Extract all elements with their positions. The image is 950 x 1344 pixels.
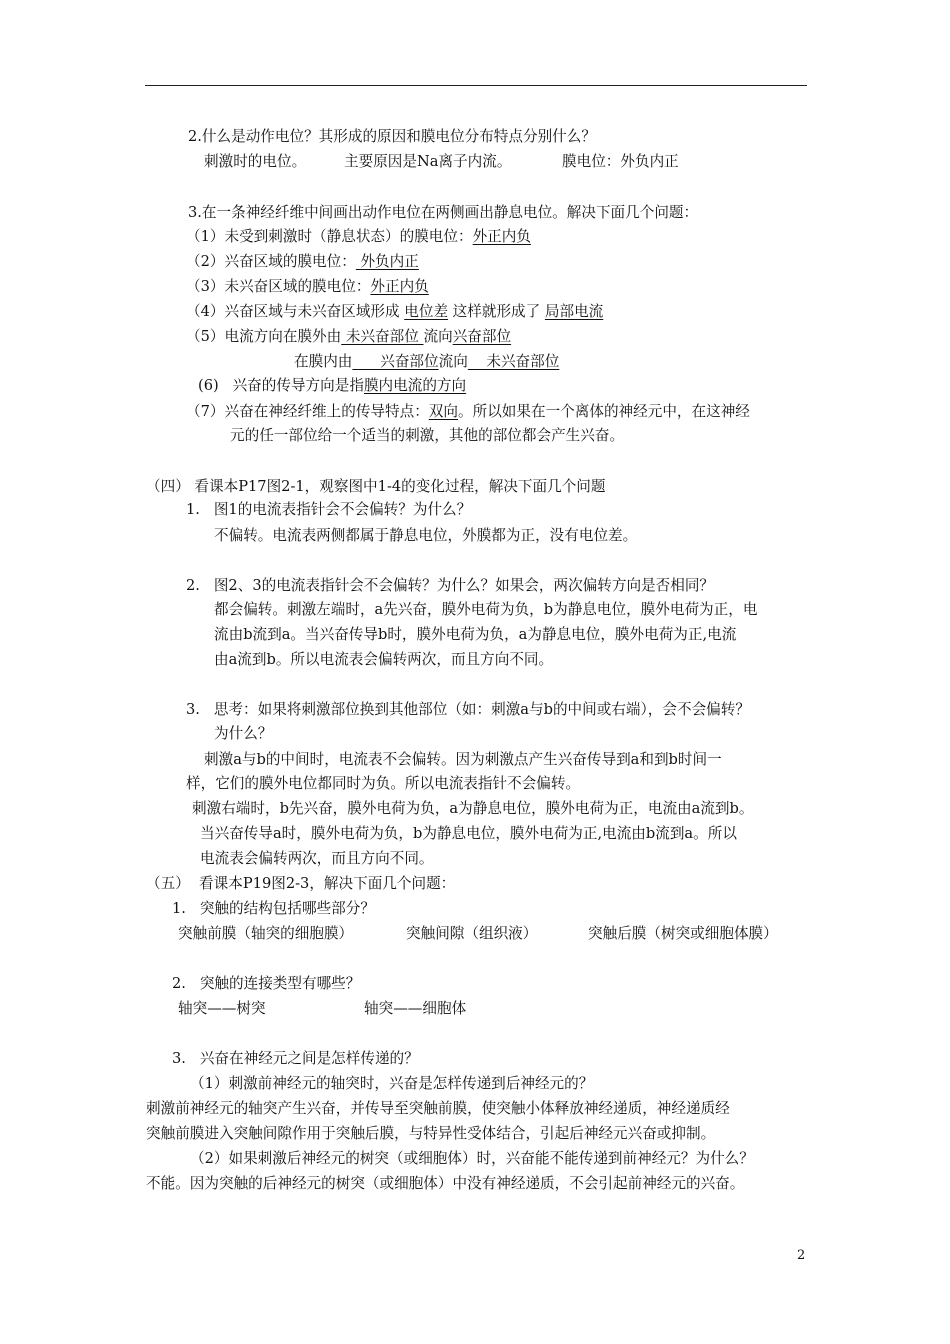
sec5-answer-3-sub1-line2: 突触前膜进入突触间隙作用于突触后膜，与特异性受体结合，引起后神经元兴奋或抑制。 (146, 1125, 716, 1142)
q3-item-5 (186, 327, 511, 347)
q3-item-7 (186, 402, 750, 422)
q3-item-4-answer-1: 电位差 (404, 303, 449, 320)
q3-item-5b-answer-1: 兴奋部位 (352, 353, 439, 370)
sec4-answer-2-line3: 由a流到b。所以电流表会偏转两次，而且方向不同。 (214, 651, 554, 668)
q3-item-1-answer: 外正内负 (472, 228, 531, 245)
answer-2-part1: 刺激时的电位。 (204, 153, 307, 170)
q3-item-5b (294, 352, 559, 372)
q3-item-4-mid: 这样就形成了 (448, 303, 545, 320)
q3-item-2 (186, 252, 419, 272)
sec5-answer-3-sub2: 不能。因为突触的后神经元的树突（或细胞体）中没有神经递质，不会引起前神经元的兴奋。 (146, 1175, 745, 1192)
q3-item-6-text: (6) 兴奋的传导方向是指 (198, 377, 364, 394)
q3-item-3 (186, 277, 429, 297)
sec5-question-2: 2. 突触的连接类型有哪些？ (172, 975, 361, 992)
q3-item-5-answer-1: 未兴奋部位 (341, 328, 424, 345)
q3-item-5b-mid: 流向 (438, 353, 468, 370)
q3-item-4 (186, 302, 603, 322)
sec5-answer-2-part1: 轴突——树突 (178, 1000, 266, 1017)
q3-item-3-text: （3）未兴奋区域的膜电位： (186, 278, 371, 295)
page-number: 2 (797, 1248, 806, 1263)
q3-item-5-text: （5）电流方向在膜外由 (186, 328, 342, 345)
q3-item-3-answer: 外正内负 (370, 278, 429, 295)
q3-item-1-text: （1）未受到刺激时（静息状态）的膜电位： (186, 228, 473, 245)
q3-item-4-answer-2: 局部电流 (544, 303, 604, 320)
sec5-answer-2-part2: 轴突——细胞体 (364, 1000, 467, 1017)
q3-item-7-answer: 双向 (428, 403, 458, 420)
q3-item-4-text: （4）兴奋区域与未兴奋区域形成 (186, 303, 405, 320)
section-5-title: （五） 看课本P19图2-3，解决下面几个问题： (146, 875, 456, 892)
q3-item-6-answer: 膜内电流的方向 (363, 377, 467, 394)
sec4-answer-3-line2: 样，它们的膜外电位都同时为负。所以电流表指针不会偏转。 (186, 775, 581, 792)
section-4-title: （四） 看课本P17图2-1，观察图中1-4的变化过程，解决下面几个问题 (146, 478, 606, 495)
q3-item-2-text: （2）兴奋区域的膜电位： (186, 253, 356, 270)
question-3-title: 3.在一条神经纤维中间画出动作电位在两侧画出静息电位。解决下面几个问题： (188, 204, 699, 221)
sec5-question-3: 3. 兴奋在神经元之间是怎样传递的？ (172, 1050, 419, 1067)
answer-2-part2: 主要原因是Na离子内流。 (344, 153, 512, 170)
q3-item-1 (186, 227, 531, 247)
sec4-answer-1: 不偏转。电流表两侧都属于静息电位，外膜都为正，没有电位差。 (214, 527, 638, 544)
q3-item-5b-text: 在膜内由 (294, 353, 353, 370)
sec5-answer-1-part3: 突触后膜（树突或细胞体膜） (588, 925, 778, 942)
q3-item-7-text: （7）兴奋在神经纤维上的传导特点： (186, 403, 429, 420)
sec4-answer-2-line1: 都会偏转。刺激左端时，a先兴奋，膜外电荷为负，b为静息电位，膜外电荷为正，电 (214, 601, 758, 618)
sec4-question-3-line1: 3. 思考：如果将刺激部位换到其他部位（如：刺激a与b的中间或右端），会不会偏转？ (186, 701, 750, 718)
q3-item-2-answer: 外负内正 (355, 253, 419, 270)
sec4-answer-3-line3: 刺激右端时，b先兴奋，膜外电荷为负，a为静息电位，膜外电荷为正，电流由a流到b。 (192, 800, 754, 817)
sec5-answer-3-sub1-line1: 刺激前神经元的轴突产生兴奋，并传导至突触前膜，使突触小体释放神经递质，神经递质经 (146, 1100, 730, 1117)
q3-item-5-mid: 流向 (423, 328, 453, 345)
sec5-question-1: 1. 突触的结构包括哪些部分？ (172, 900, 375, 917)
sec4-question-2: 2. 图2、3的电流表指针会不会偏转？为什么？如果会，两次偏转方向是否相同？ (186, 577, 715, 594)
sec4-answer-2-line2: 流由b流到a。当兴奋传导b时，膜外电荷为负，a为静息电位，膜外电荷为正,电流 (214, 626, 737, 643)
sec4-answer-3-line4: 当兴奋传导a时，膜外电荷为负，b为静息电位，膜外电荷为正,电流由b流到a。所以 (200, 825, 737, 842)
sec4-question-3-line2: 为什么？ (214, 725, 273, 742)
sec5-question-3-sub1: （1）刺激前神经元的轴突时，兴奋是怎样传递到后神经元的？ (190, 1075, 594, 1092)
q3-item-5-answer-2: 兴奋部位 (452, 328, 512, 345)
sec4-answer-3-line5: 电流表会偏转两次，而且方向不同。 (200, 850, 434, 867)
sec4-question-1: 1. 图1的电流表指针会不会偏转？为什么？ (186, 501, 472, 518)
sec4-answer-3-line1: 刺激a与b的中间时，电流表不会偏转。因为刺激点产生兴奋传导到a和到b时间一 (204, 751, 722, 768)
q3-item-5b-answer-2: 未兴奋部位 (467, 353, 560, 370)
header-rule (145, 85, 807, 86)
sec5-answer-1-part2: 突触间隙（组织液） (406, 925, 538, 942)
answer-2-part3: 膜电位：外负内正 (562, 153, 679, 170)
sec5-question-3-sub2: （2）如果刺激后神经元的树突（或细胞体）时，兴奋能不能传递到前神经元？为什么？ (190, 1150, 754, 1167)
q3-item-7-post: 。所以如果在一个离体的神经元中，在这神经 (458, 403, 750, 420)
q3-item-6 (198, 376, 466, 396)
sec5-answer-1-part1: 突触前膜（轴突的细胞膜） (178, 925, 354, 942)
q3-item-7-line2: 元的任一部位给一个适当的刺激，其他的部位都会产生兴奋。 (230, 427, 625, 444)
question-2-title: 2.什么是动作电位？其形成的原因和膜电位分布特点分别什么？ (188, 128, 596, 145)
